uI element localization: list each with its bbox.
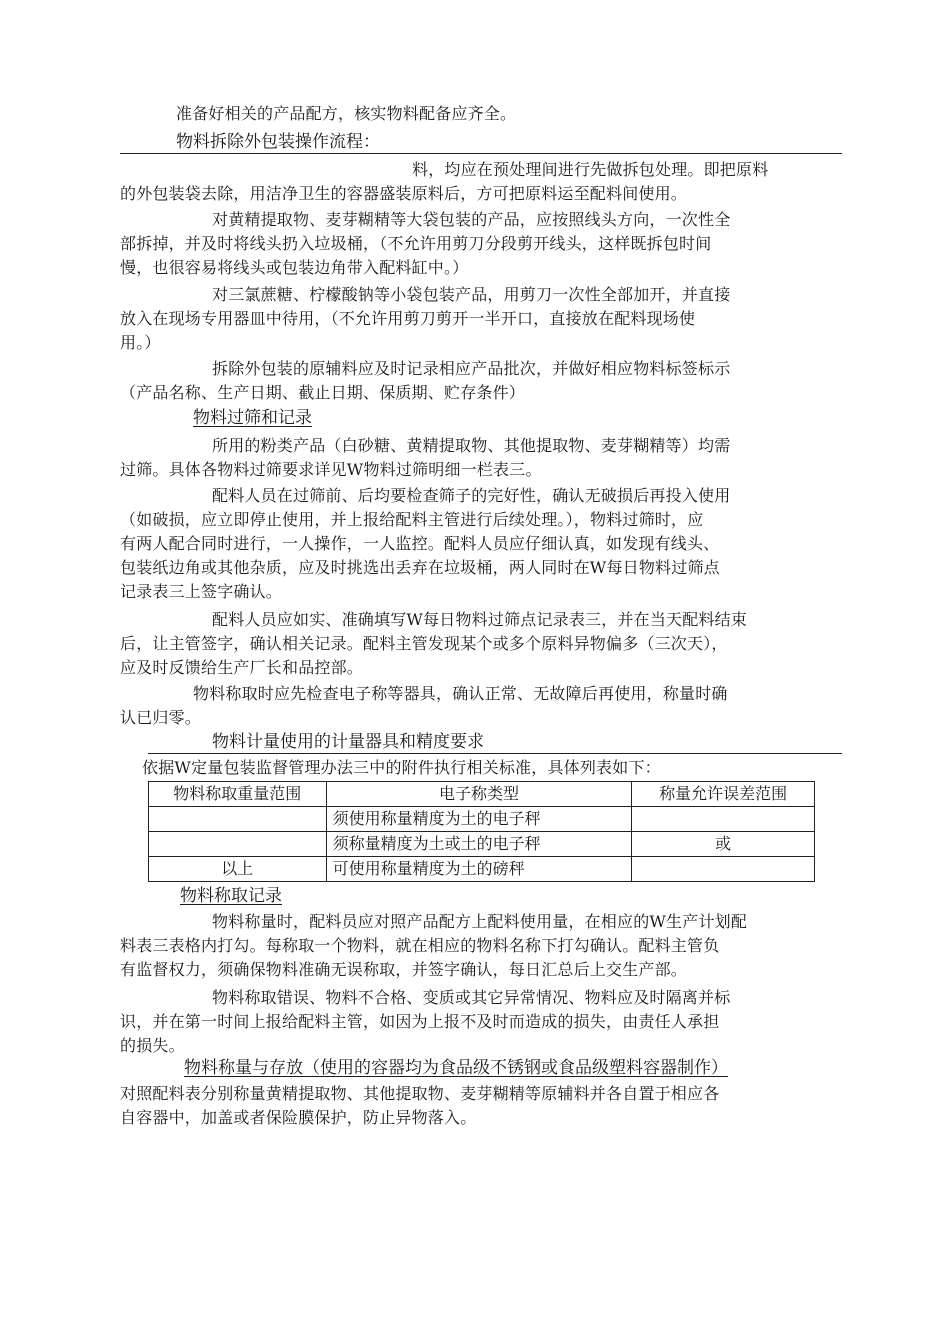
intro-line: 准备好相关的产品配方，核实物料配备应齐全。	[176, 104, 517, 123]
paragraph-line: 的损失。	[120, 1036, 185, 1055]
paragraph-line: 的外包装袋去除，用洁净卫生的容器盛装原料后，方可把原料运至配料间使用。	[120, 184, 688, 203]
table-cell: 须使用称量精度为土的电子秤	[326, 807, 632, 832]
paragraph-line: 后，让主管签字，确认相关记录。配料主管发现某个或多个原料异物偏多（三次天），	[120, 634, 728, 653]
section-heading-unpack: 物料拆除外包装操作流程：	[176, 132, 380, 152]
table-cell: 须称量精度为土或土的电子秤	[326, 832, 632, 857]
table-header-cell: 电子称类型	[326, 782, 632, 807]
table-cell	[149, 832, 327, 857]
section-heading-sieve: 物料过筛和记录	[193, 408, 312, 428]
paragraph-line: 放入在现场专用器皿中待用，（不允许用剪刀剪开一半开口，直接放在配料现场使	[120, 309, 696, 328]
paragraph-line: 料表三表格内打勾。每称取一个物料，就在相应的物料名称下打勾确认。配料主管负	[120, 936, 720, 955]
paragraph-line: 拆除外包装的原辅料应及时记录相应产品批次，并做好相应物料标签标示	[212, 359, 731, 378]
paragraph-line: 对黄精提取物、麦芽糊精等大袋包装的产品，应按照线头方向，一次性全	[212, 210, 731, 229]
paragraph-line: 过筛。具体各物料过筛要求详见W物料过筛明细一栏表三。	[120, 460, 542, 479]
section-heading-storage: 物料称量与存放（使用的容器均为食品级不锈钢或食品级塑料容器制作）	[184, 1058, 728, 1078]
table-cell: 可使用称量精度为土的磅秤	[326, 857, 632, 882]
table-lead-text: 依据W定量包装监督管理办法三中的附件执行相关标准，具体列表如下：	[142, 758, 661, 777]
paragraph-line: 认已归零。	[120, 708, 202, 727]
paragraph-line: 识，并在第一时间上报给配料主管，如因为上报不及时而造成的损失，由责任人承担	[120, 1012, 720, 1031]
table-row	[149, 857, 815, 882]
heading-rule	[120, 153, 842, 154]
table-header-cell: 称量允许误差范围	[632, 782, 815, 807]
section-heading-record: 物料称取记录	[180, 886, 282, 906]
paragraph-line: 所用的粉类产品（白砂糖、黄精提取物、其他提取物、麦芽糊精等）均需	[212, 436, 731, 455]
paragraph-line: 物料称取时应先检查电子称等器具，确认正常、无故障后再使用，称量时确	[193, 684, 728, 703]
paragraph-line: 用。）	[120, 333, 161, 352]
paragraph-line: 有监督权力，须确保物料准确无误称取，并签字确认，每日汇总后上交生产部。	[120, 960, 688, 979]
table-header-row	[149, 782, 815, 807]
paragraph-line: （如破损，应立即停止使用，并上报给配料主管进行后续处理。），物料过筛时，应	[120, 510, 704, 529]
paragraph-line: 包装纸边角或其他杂质，应及时挑选出丢弃在垃圾桶，两人同时在W每日物料过筛点	[120, 558, 720, 577]
precision-table	[148, 781, 815, 882]
paragraph-line: （产品名称、生产日期、截止日期、保质期、贮存条件）	[120, 383, 526, 402]
table-header-cell: 物料称取重量范围	[149, 782, 327, 807]
paragraph-line: 部拆掉，并及时将线头扔入垃圾桶，（不允许用剪刀分段剪开线头，这样既拆包时间	[120, 234, 712, 253]
paragraph-line: 对照配料表分别称量黄精提取物、其他提取物、麦芽糊精等原辅料并各自置于相应各	[120, 1084, 720, 1103]
paragraph-line: 料，均应在预处理间进行先做拆包处理。即把原料	[412, 160, 769, 179]
heading-rule	[148, 753, 842, 754]
paragraph-line: 有两人配合同时进行，一人操作，一人监控。配料人员应仔细认真，如发现有线头、	[120, 534, 720, 553]
table-cell	[632, 807, 815, 832]
section-heading-instruments: 物料计量使用的计量器具和精度要求	[212, 732, 484, 752]
table-row	[149, 832, 815, 857]
paragraph-line: 记录表三上签字确认。	[120, 582, 283, 601]
paragraph-line: 物料称量时，配料员应对照产品配方上配料使用量，在相应的W生产计划配	[212, 912, 748, 931]
paragraph-line: 应及时反馈给生产厂长和品控部。	[120, 658, 364, 677]
paragraph-line: 对三氯蔗糖、柠檬酸钠等小袋包装产品，用剪刀一次性全部加开，并直接	[212, 285, 731, 304]
paragraph-line: 配料人员在过筛前、后均要检查筛子的完好性，确认无破损后再投入使用	[212, 486, 731, 505]
table-cell: 或	[632, 832, 815, 857]
table-cell	[149, 807, 327, 832]
paragraph-line: 慢，也很容易将线头或包装边角带入配料缸中。）	[120, 258, 469, 277]
table-cell: 以上	[149, 857, 327, 882]
table-row	[149, 807, 815, 832]
paragraph-line: 配料人员应如实、准确填写W每日物料过筛点记录表三，并在当天配料结束	[212, 610, 748, 629]
paragraph-line: 物料称取错误、物料不合格、变质或其它异常情况、物料应及时隔离并标	[212, 988, 731, 1007]
table-cell	[632, 857, 815, 882]
paragraph-line: 自容器中，加盖或者保险膜保护，防止异物落入。	[120, 1108, 477, 1127]
